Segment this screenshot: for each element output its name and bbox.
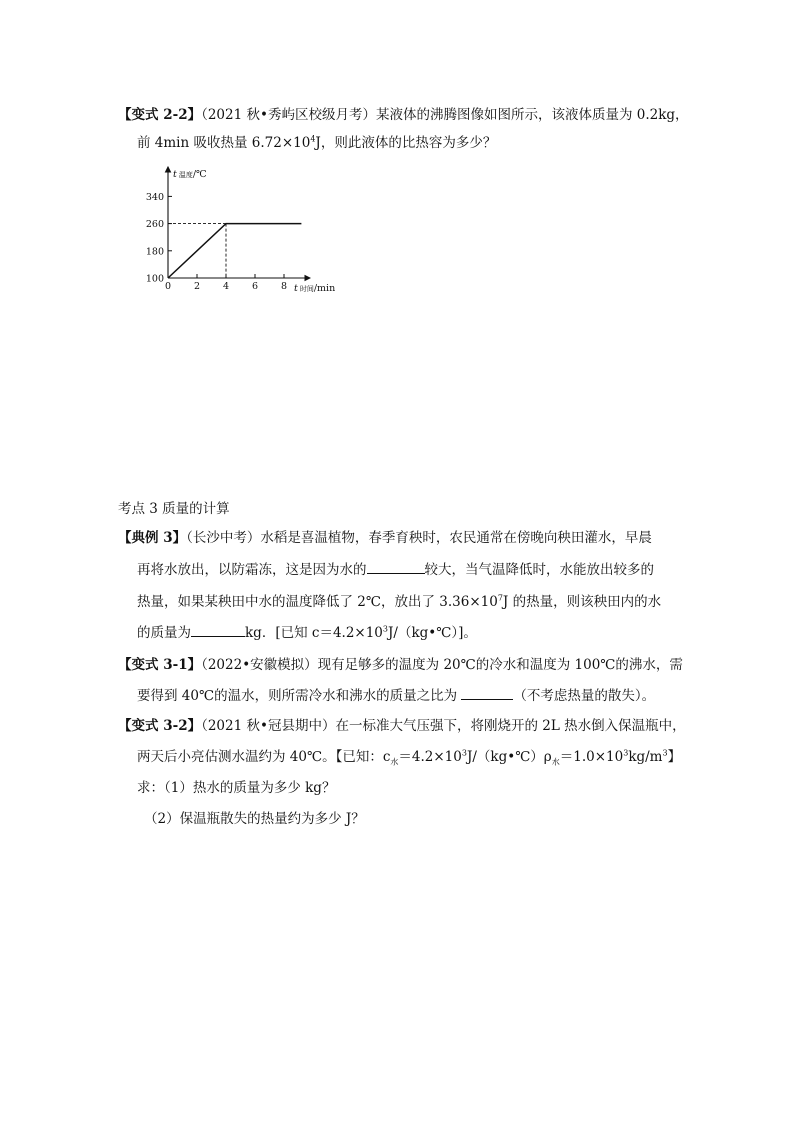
section3-title: 考点 3 质量的计算 (118, 501, 230, 517)
q32-text2a: 两天后小亮估测水温约为 40℃。【已知：c (137, 749, 391, 765)
ex3-text2a: 再将水放出，以防霜冻，这是因为水的 (137, 562, 367, 578)
q32-text2d: ＝1.0×10 (559, 749, 624, 765)
q22-line1 (118, 106, 689, 124)
x-tick-label: 0 (164, 281, 172, 292)
ex3-line2 (137, 561, 654, 579)
chart-ticks (146, 192, 287, 292)
q32-text2e: kg/m (628, 749, 663, 765)
q32-text2b: ＝4.2×10 (398, 749, 462, 765)
chart-axes (168, 167, 310, 278)
q32-exp3: 3 (662, 748, 668, 758)
answer-blank-3[interactable] (461, 687, 513, 700)
ex3-text3a: 热量，如果某秧田中水的温度降低了 2℃，放出了 3.36×10 (137, 594, 498, 610)
q31-source: （2022•安徽模拟） (201, 657, 318, 673)
ex3-source: （长沙中考） (186, 530, 261, 546)
q31-text1: 现有足够多的温度为 20℃的冷水和温度为 100℃的沸水，需 (317, 657, 683, 673)
x-tick-label: 4 (222, 281, 230, 292)
q31-line2 (137, 687, 655, 705)
y-tick-label: 340 (145, 191, 164, 203)
q32-text2f: 】 (667, 749, 682, 765)
q22-text2a: 前 4min 吸收热量 6.72×10 (137, 135, 311, 151)
ex3-line1 (118, 529, 652, 547)
x-axis-label (294, 283, 335, 294)
q31-text2b: （不考虑热量的散失）。 (513, 688, 656, 704)
q32-tag: 【变式 3-2】 (118, 718, 202, 734)
q22-text1: 某液体的沸腾图像如图所示，该液体质量为 0.2kg， (375, 107, 689, 123)
q32-exp1: 3 (461, 748, 467, 758)
q32-line2 (137, 748, 681, 766)
q32-text2c: J/（kg•℃）ρ (466, 749, 552, 765)
q32-line4: （2）保温瓶散失的热量约为多少 J？ (144, 811, 365, 827)
q31-text2a: 要得到 40℃的温水，则所需冷水和沸水的质量之比为 (137, 688, 462, 704)
ex3-text4a: 的质量为 (137, 625, 191, 641)
answer-blank-1[interactable] (367, 561, 425, 574)
x-tick-label: 8 (280, 281, 288, 292)
q22-text2b: J，则此液体的比热容为多少？ (315, 135, 497, 151)
x-axis-unit: /min (313, 283, 336, 294)
x-axis-small: 时间 (299, 285, 314, 293)
ex3-exp2: 3 (382, 624, 388, 634)
x-tick-label: 2 (193, 281, 201, 292)
q32-source: （2021 秋•冠县期中） (201, 718, 336, 734)
y-tick-label: 260 (145, 219, 164, 231)
q32-exp2: 3 (623, 748, 629, 758)
y-tick-label: 180 (145, 246, 164, 258)
q22-source: （2021 秋•秀屿区校级月考） (201, 107, 376, 123)
ex3-text4b: kg．[已知 c＝4.2×10 (245, 625, 383, 641)
q22-line2 (137, 134, 496, 152)
y-tick-label: 100 (145, 273, 164, 285)
y-axis-label (173, 169, 207, 180)
ex3-line3 (137, 593, 661, 611)
q22-exp: 4 (310, 134, 316, 144)
q31-line1 (118, 656, 683, 674)
answer-blank-2[interactable] (191, 624, 245, 637)
q32-line3: 求：（1）热水的质量为多少 kg？ (137, 780, 336, 796)
ex3-line4 (137, 624, 477, 642)
ex3-text1: 水稻是喜温植物，春季育秧时，农民通常在傍晚向秧田灌水，早晨 (260, 530, 652, 546)
ex3-text4c: J/（kg•℃）]。 (388, 625, 477, 641)
series-line (168, 224, 301, 278)
ex3-tag: 【典例 3】 (118, 530, 187, 546)
y-axis-var: t (173, 169, 177, 180)
y-axis-small: 温度 (178, 171, 193, 179)
ex3-text3b: J 的热量，则该秧田内的水 (502, 594, 662, 610)
q32-text1: 在一标准大气压强下，将刚烧开的 2L 热水倒入保温瓶中， (335, 718, 686, 734)
x-axis-var: t (294, 283, 298, 294)
boiling-chart (140, 165, 350, 300)
y-axis-unit: /℃ (192, 169, 207, 180)
ex3-text2b: 较大，当气温降低时，水能放出较多的 (424, 562, 654, 578)
ex3-exp1: 7 (497, 593, 503, 603)
chart-series (168, 224, 301, 278)
q32-sub2: 水 (551, 757, 560, 767)
q22-tag: 【变式 2-2】 (118, 107, 202, 123)
q31-tag: 【变式 3-1】 (118, 657, 202, 673)
q32-sub1: 水 (390, 757, 399, 767)
q32-line1 (118, 717, 686, 735)
x-tick-label: 6 (251, 281, 259, 292)
